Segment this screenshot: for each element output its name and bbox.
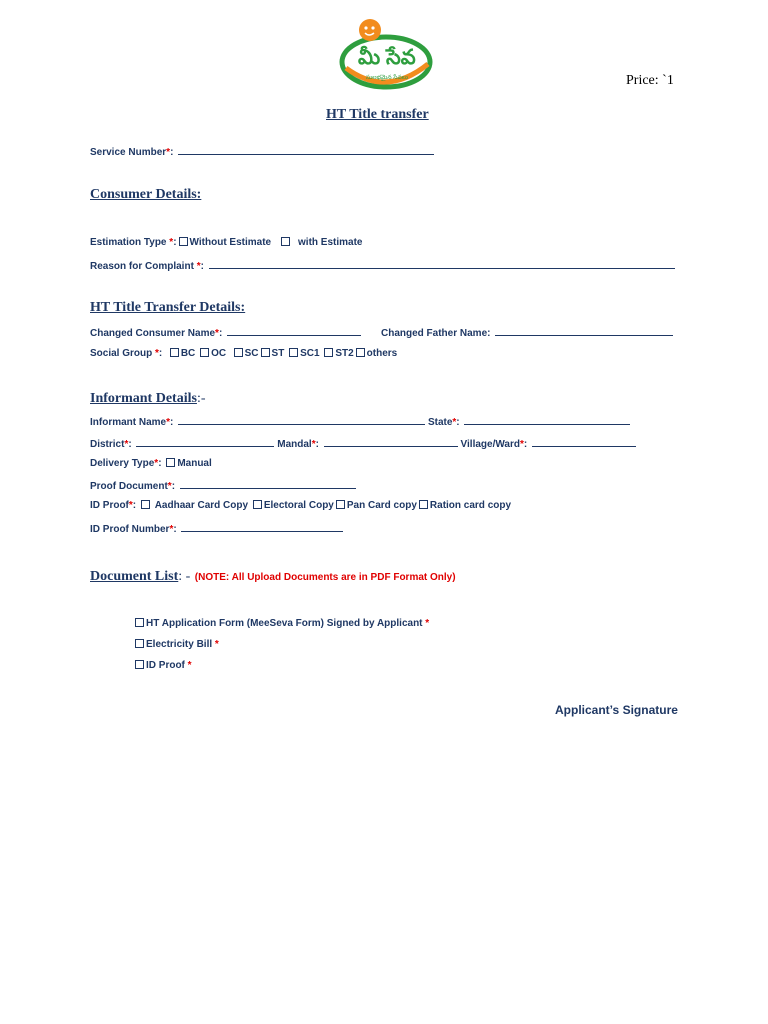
village-field[interactable] [532,437,636,447]
proof-document-label: Proof Document [90,481,168,492]
applicant-signature-label: Applicant’s Signature [555,703,678,717]
required-star: * [166,147,171,158]
service-number-label: Service Number [90,147,167,158]
informant-name-label: Informant Name [90,417,167,428]
proof-document-row: Proof Document*: [90,479,356,492]
id-proof-label: ID Proof [90,500,129,511]
required-star: * [166,417,171,428]
logo-subtext: సులభమైన సేవలు [366,75,409,81]
required-star: * [128,500,133,511]
required-star: * [124,439,129,450]
id-proof-number-label: ID Proof Number [90,524,170,535]
logo-text: మీ సేవ [358,46,416,69]
document-item: HT Application Form (MeeSeva Form) Signed by Applicant * [135,618,429,629]
changed-father-label: Changed Father Name: [381,328,491,339]
social-group-label: Social Group [90,348,153,359]
required-star: * [452,417,457,428]
id-proof-number-row: ID Proof Number*: [90,522,343,535]
required-star: * [169,524,174,535]
sc1-checkbox[interactable] [289,348,298,357]
required-star: * [169,237,174,248]
required-star: * [167,481,172,492]
service-number-field[interactable] [178,145,434,155]
required-star: * [214,639,219,650]
required-star: * [187,660,192,671]
electricity-bill-checkbox[interactable] [135,639,144,648]
village-label: Village/Ward [460,439,520,450]
manual-checkbox[interactable] [166,458,175,467]
required-star: * [520,439,524,450]
meeseva-logo [336,16,436,90]
required-star: * [311,439,316,450]
social-group-row: Social Group *: BC OC SC ST SC1 ST2 others [90,348,398,359]
required-star: * [196,261,201,272]
district-row: District*: Mandal*: Village/Ward*: [90,437,636,450]
aadhaar-checkbox[interactable] [141,500,150,509]
required-star: * [154,458,159,469]
reason-label: Reason for Complaint [90,261,194,272]
id-proof-number-field[interactable] [181,522,343,532]
consumer-details-heading: Consumer Details: [90,187,202,202]
st-checkbox[interactable] [261,348,270,357]
without-estimate-checkbox[interactable] [179,237,188,246]
district-field[interactable] [136,437,274,447]
document-item: ID Proof * [135,660,192,671]
delivery-type-label: Delivery Type [90,458,155,469]
id-proof-doc-checkbox[interactable] [135,660,144,669]
without-estimate-label: Without Estimate [189,237,272,248]
informant-name-row: Informant Name*: State*: [90,415,630,428]
proof-document-field[interactable] [180,479,356,489]
estimation-type-label: Estimation Type [90,237,167,248]
bc-checkbox[interactable] [170,348,179,357]
required-star: * [425,618,430,629]
state-label: State [427,417,453,428]
required-star: * [215,328,219,339]
changed-name-field[interactable] [227,326,361,336]
with-estimate-label: with Estimate [298,237,363,248]
price-label: Price: `1 [626,73,674,88]
delivery-type-row: Delivery Type*: Manual [90,458,212,469]
required-star: * [155,348,159,359]
id-proof-row: ID Proof*: Aadhaar Card Copy Electoral Copy Pan Card copy Ration card copy [90,500,512,511]
estimation-type-row: Estimation Type *: Without Estimate with Estimate [90,237,363,248]
changed-father-row [381,326,673,339]
document-item: Electricity Bill * [135,639,219,650]
electoral-checkbox[interactable] [253,500,262,509]
mandal-field[interactable] [324,437,458,447]
pan-card-checkbox[interactable] [336,500,345,509]
informant-heading-text: Informant Details [90,391,197,406]
changed-name-label: Changed Consumer Name [90,328,216,339]
state-field[interactable] [464,415,630,425]
service-number-row: Service Number*: [90,145,434,158]
page-title: HT Title transfer [326,107,429,122]
oc-checkbox[interactable] [200,348,209,357]
reason-row: Reason for Complaint *: [90,259,675,272]
application-form-checkbox[interactable] [135,618,144,627]
reason-field[interactable] [209,259,675,269]
manual-label: Manual [177,458,212,469]
document-list-heading-text: Document List [90,569,179,584]
changed-father-field[interactable] [495,326,673,336]
informant-name-field[interactable] [178,415,425,425]
st2-checkbox[interactable] [324,348,333,357]
pdf-note: (NOTE: All Upload Documents are in PDF Format Only) [194,572,456,583]
ration-card-checkbox[interactable] [419,500,428,509]
with-estimate-checkbox[interactable] [281,237,290,246]
sc-checkbox[interactable] [234,348,243,357]
mandal-label: Mandal [277,439,312,450]
transfer-details-heading: HT Title Transfer Details: [90,300,246,315]
others-checkbox[interactable] [356,348,365,357]
changed-name-row: Changed Consumer Name*: [90,326,361,339]
district-label: District [90,439,125,450]
informant-details-heading: Informant Details:- [90,391,206,406]
document-list-heading: Document List: - (NOTE: All Upload Documents are in PDF Format Only) [90,569,456,584]
